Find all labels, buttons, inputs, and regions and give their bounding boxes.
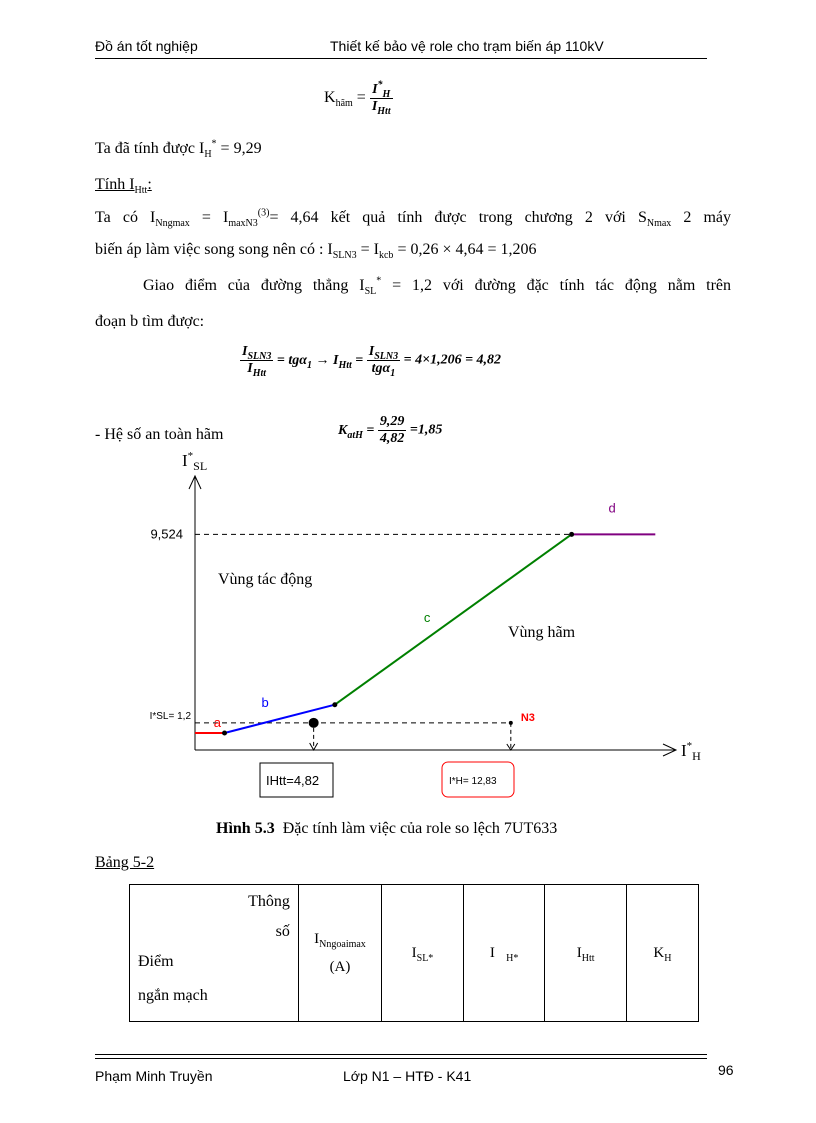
- y-marker-label: I*SL= 1,2: [149, 710, 191, 722]
- region-restrain-label: Vùng hãm: [508, 624, 576, 641]
- table-title: Bảng 5-2: [95, 854, 155, 871]
- safety-label: - Hệ số an toàn hãm: [95, 426, 224, 443]
- footer-class: Lớp N1 – HTĐ - K41: [343, 1068, 472, 1084]
- footer-author: Phạm Minh Truyền: [95, 1068, 213, 1084]
- table-header-row: [130, 885, 699, 1022]
- segment-c-label: c: [423, 610, 431, 626]
- n3-label: N3: [520, 711, 535, 724]
- header-so: số: [275, 923, 290, 940]
- text-ih-value: Ta đã tính được $I_H^* = 9,29$: [95, 138, 262, 161]
- segment-c: [335, 534, 572, 704]
- header-ih: I $_{H*}$: [463, 885, 545, 1022]
- y-tick-label: 9,524: [150, 526, 183, 542]
- y-axis-label: $I^*_{SL}$: [182, 450, 208, 473]
- para2-line1: Giao điểm của đường thẳng $I_{SL}^* = 1,2$ với đường đặc tính tác động nằm trên: [143, 275, 731, 298]
- header-thong: Thông: [248, 893, 290, 910]
- x-axis-label: $I^*_H$: [681, 740, 701, 763]
- heading-tinh-iht: Tính $I_{Htt}$:: [95, 176, 152, 197]
- header-diem: Điểm: [138, 953, 174, 970]
- breakpoint-cd: [569, 532, 574, 537]
- n3-callout-text: I*H= 12,83: [449, 776, 497, 787]
- figure-caption: Hình 5.3 Đặc tính làm việc của role so lệch 7UT633: [216, 820, 558, 837]
- n3-point: [509, 721, 513, 725]
- characteristic-chart: [0, 445, 816, 805]
- page-number: 96: [718, 1062, 734, 1078]
- footer-rule-top: [95, 1054, 707, 1055]
- header-rule: [95, 58, 707, 59]
- para2-line2: đoạn b tìm được:: [95, 313, 205, 330]
- segment-a-label: a: [213, 715, 222, 731]
- header-right: Thiết kế bảo vệ role cho trạm biến áp 110kV: [330, 38, 604, 54]
- para1-line2: biến áp làm việc song song nên có : $I_{SLN3} = I_{kcb} = 0,26 \times 4,64 = 1,206$: [95, 241, 537, 262]
- footer-rule-bottom: [95, 1058, 707, 1059]
- breakpoint-ab: [222, 731, 227, 736]
- segment-b: [225, 705, 335, 733]
- header-isl: $I_{SL*}$: [382, 885, 464, 1022]
- header-corner-cell: [130, 885, 299, 1022]
- header-ngan-mach: ngắn mạch: [138, 987, 208, 1004]
- breakpoint-bc: [332, 702, 337, 707]
- table-5-2: [129, 884, 699, 1022]
- para1-line1: Ta có $I_{Nngmax} = I_{maxN3}^{(3)}= 4,64$ kết quả tính được trong chương 2 với $S_{Nmax}$ 2 máy: [95, 207, 732, 230]
- equation-k-ham: $K_{hãm}$ = $\frac{I^*_H}{I_{Htt}}$: [324, 79, 391, 117]
- safety-equation: $K_{atH}$ = $\frac{9,29}{4,82}$ =1,85: [338, 414, 443, 446]
- iht-callout-text: IHtt=4,82: [266, 773, 320, 788]
- header-left: Đồ án tốt nghiệp: [95, 38, 198, 54]
- equation-iht: $\frac{I_{SLN3}}{I_{Htt}}$ = $tg\alpha_1 \to I_{Htt}$ = $\frac{I_{SLN3}}{tg\alpha_1}$ = 4×1,206 = 4,82: [242, 344, 502, 379]
- region-active-label: Vùng tác động: [218, 571, 313, 588]
- header-iht: $I_{Htt}$: [545, 885, 626, 1022]
- intersection-point: [309, 718, 319, 728]
- segment-b-label: b: [261, 695, 269, 711]
- header-inngoaimax: $I_{Nngoaimax}$ (A): [298, 885, 381, 1022]
- header-kh: $K_H$: [626, 885, 698, 1022]
- segment-d-label: d: [608, 500, 616, 516]
